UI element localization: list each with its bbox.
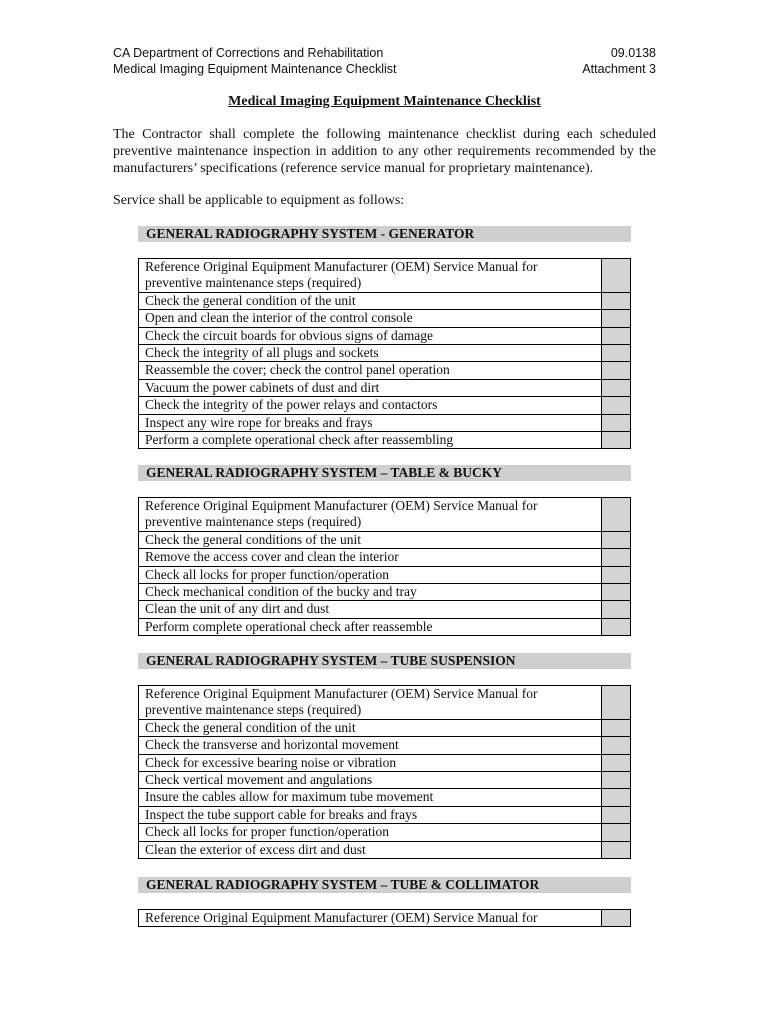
checklist-item: Check the general condition of the unit bbox=[139, 719, 602, 736]
checklist-row bbox=[139, 292, 631, 309]
checklist-item: Check for excessive bearing noise or vibration bbox=[139, 754, 602, 771]
header-attachment: Attachment 3 bbox=[582, 62, 656, 76]
checklist-item: Inspect any wire rope for breaks and frays bbox=[139, 414, 602, 431]
checklist-row bbox=[139, 549, 631, 566]
check-box[interactable] bbox=[602, 345, 631, 362]
check-box[interactable] bbox=[602, 310, 631, 327]
checklist-item: Check the integrity of all plugs and sockets bbox=[139, 345, 602, 362]
checklist-row bbox=[139, 531, 631, 548]
checklist-item: Check mechanical condition of the bucky and tray bbox=[139, 584, 602, 601]
checklist-table-generator bbox=[138, 258, 631, 449]
document-header-right bbox=[560, 45, 656, 77]
section-header-table-bucky: GENERAL RADIOGRAPHY SYSTEM – TABLE & BUCKY bbox=[138, 465, 631, 481]
header-document-number: 09.0138 bbox=[610, 46, 656, 60]
checklist-row bbox=[139, 584, 631, 601]
section-header-tube-collimator: GENERAL RADIOGRAPHY SYSTEM – TUBE & COLLIMATOR bbox=[138, 877, 631, 893]
checklist-item: Check all locks for proper function/operation bbox=[139, 824, 602, 841]
check-box[interactable] bbox=[602, 327, 631, 344]
checklist-row bbox=[139, 432, 631, 449]
check-box[interactable] bbox=[602, 789, 631, 806]
applicability-note: Service shall be applicable to equipment as follows: bbox=[113, 193, 405, 208]
checklist-item: Clean the unit of any dirt and dust bbox=[139, 601, 602, 618]
check-box[interactable] bbox=[602, 754, 631, 771]
check-box[interactable] bbox=[602, 397, 631, 414]
checklist-item: Vacuum the power cabinets of dust and dirt bbox=[139, 379, 602, 396]
header-organization: CA Department of Corrections and Rehabilitation bbox=[113, 46, 384, 60]
check-box[interactable] bbox=[602, 584, 631, 601]
checklist-item: Perform a complete operational check after reassembling bbox=[139, 432, 602, 449]
checklist-row bbox=[139, 259, 631, 293]
checklist-row bbox=[139, 498, 631, 532]
checklist-row bbox=[139, 327, 631, 344]
checklist-item: Reference Original Equipment Manufacturer (OEM) Service Manual for preventive maintenance steps (required) bbox=[139, 259, 602, 293]
checklist-row bbox=[139, 754, 631, 771]
checklist-row bbox=[139, 414, 631, 431]
check-box[interactable] bbox=[602, 824, 631, 841]
checklist-item: Check the general conditions of the unit bbox=[139, 531, 602, 548]
check-box[interactable] bbox=[602, 910, 631, 927]
checklist-item: Reference Original Equipment Manufacturer (OEM) Service Manual for preventive maintenance steps (required) bbox=[139, 498, 602, 532]
checklist-row bbox=[139, 310, 631, 327]
checklist-item: Perform complete operational check after reassemble bbox=[139, 618, 602, 635]
checklist-item: Check the integrity of the power relays and contactors bbox=[139, 397, 602, 414]
checklist-row bbox=[139, 772, 631, 789]
checklist-row bbox=[139, 737, 631, 754]
checklist-item: Reference Original Equipment Manufacturer (OEM) Service Manual for bbox=[139, 910, 602, 927]
checklist-row bbox=[139, 601, 631, 618]
checklist-row bbox=[139, 618, 631, 635]
checklist-item: Check the transverse and horizontal movement bbox=[139, 737, 602, 754]
checklist-item: Reference Original Equipment Manufacturer (OEM) Service Manual for preventive maintenance steps (required) bbox=[139, 686, 602, 720]
checklist-row bbox=[139, 719, 631, 736]
checklist-row bbox=[139, 841, 631, 858]
checklist-table-tube-collimator bbox=[138, 909, 631, 927]
check-box[interactable] bbox=[602, 719, 631, 736]
checklist-item: Check the general condition of the unit bbox=[139, 292, 602, 309]
intro-paragraph: The Contractor shall complete the following maintenance checklist during each scheduled preventive maintenance inspection in addition to any other requirements recommended by the manufacturers’ specifications (reference service manual for proprietary maintenance). bbox=[113, 127, 656, 176]
checklist-row bbox=[139, 566, 631, 583]
checklist-item: Insure the cables allow for maximum tube movement bbox=[139, 789, 602, 806]
check-box[interactable] bbox=[602, 259, 631, 293]
checklist-row bbox=[139, 910, 631, 927]
checklist-row bbox=[139, 686, 631, 720]
checklist-row bbox=[139, 806, 631, 823]
check-box[interactable] bbox=[602, 618, 631, 635]
check-box[interactable] bbox=[602, 531, 631, 548]
check-box[interactable] bbox=[602, 292, 631, 309]
checklist-row bbox=[139, 397, 631, 414]
checklist-item: Remove the access cover and clean the interior bbox=[139, 549, 602, 566]
checklist-row bbox=[139, 345, 631, 362]
document-header-left bbox=[113, 45, 396, 77]
header-document-name: Medical Imaging Equipment Maintenance Checklist bbox=[113, 62, 397, 76]
section-header-generator: GENERAL RADIOGRAPHY SYSTEM - GENERATOR bbox=[138, 226, 631, 242]
checklist-table-tube-suspension bbox=[138, 685, 631, 859]
checklist-item: Check the circuit boards for obvious signs of damage bbox=[139, 327, 602, 344]
check-box[interactable] bbox=[602, 362, 631, 379]
page-title: Medical Imaging Equipment Maintenance Checklist bbox=[228, 94, 541, 109]
check-box[interactable] bbox=[602, 379, 631, 396]
checklist-item: Check vertical movement and angulations bbox=[139, 772, 602, 789]
check-box[interactable] bbox=[602, 841, 631, 858]
check-box[interactable] bbox=[602, 566, 631, 583]
check-box[interactable] bbox=[602, 601, 631, 618]
checklist-row bbox=[139, 789, 631, 806]
check-box[interactable] bbox=[602, 414, 631, 431]
checklist-item: Check all locks for proper function/operation bbox=[139, 566, 602, 583]
checklist-row bbox=[139, 362, 631, 379]
checklist-row bbox=[139, 824, 631, 841]
checklist-item: Reassemble the cover; check the control panel operation bbox=[139, 362, 602, 379]
check-box[interactable] bbox=[602, 806, 631, 823]
check-box[interactable] bbox=[602, 498, 631, 532]
checklist-item: Open and clean the interior of the control console bbox=[139, 310, 602, 327]
check-box[interactable] bbox=[602, 686, 631, 720]
check-box[interactable] bbox=[602, 549, 631, 566]
checklist-item: Inspect the tube support cable for breaks and frays bbox=[139, 806, 602, 823]
check-box[interactable] bbox=[602, 737, 631, 754]
checklist-row bbox=[139, 379, 631, 396]
check-box[interactable] bbox=[602, 432, 631, 449]
checklist-item: Clean the exterior of excess dirt and dust bbox=[139, 841, 602, 858]
check-box[interactable] bbox=[602, 772, 631, 789]
checklist-table-table-bucky bbox=[138, 497, 631, 636]
section-header-tube-suspension: GENERAL RADIOGRAPHY SYSTEM – TUBE SUSPENSION bbox=[138, 653, 631, 669]
